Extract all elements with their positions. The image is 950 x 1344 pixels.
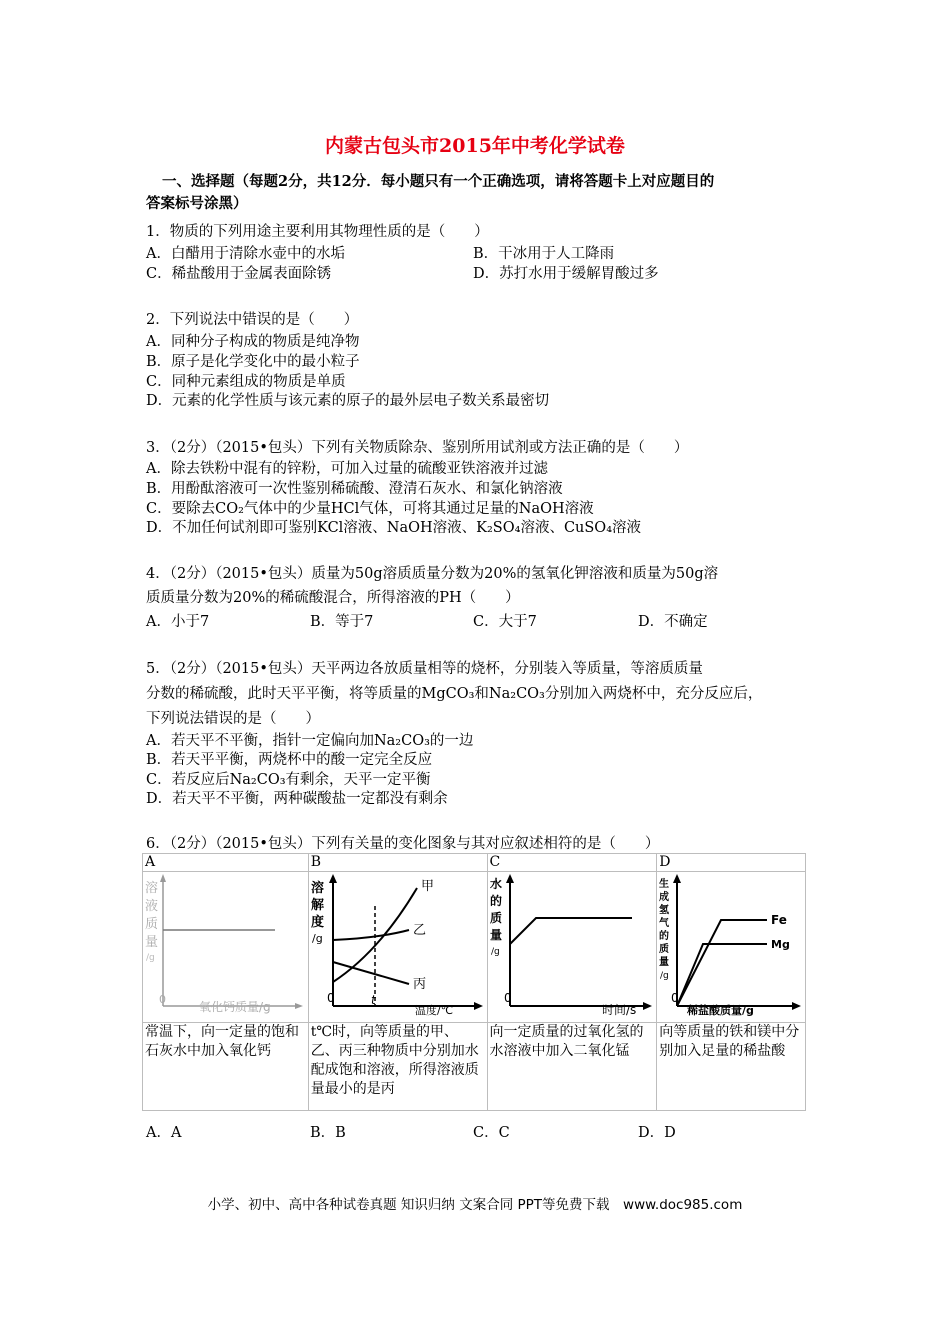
q1-option-a: A．白醋用于清除水壶中的水垢 bbox=[146, 246, 345, 262]
q5-option-c: C．若反应后Na₂CO₃有剩余，天平一定平衡 bbox=[146, 772, 431, 788]
graph-a-xlabel: 氧化钙质量/g bbox=[199, 1000, 271, 1014]
graph-b-ylabel-1: 溶 bbox=[310, 881, 324, 896]
q1-option-b: B．干冰用于人工降雨 bbox=[473, 246, 615, 262]
q6-option-d: D．D bbox=[638, 1125, 676, 1141]
q6-desc-d: 向等质量的铁和镁中分别加入足量的稀盐酸 bbox=[657, 1023, 806, 1111]
q6-graph-table bbox=[142, 853, 806, 1111]
q6-graph-d-cell bbox=[657, 872, 806, 1023]
q6-col-label-d: D bbox=[657, 854, 806, 872]
q5-option-b: B．若天平平衡，两烧杯中的酸一定完全反应 bbox=[146, 752, 433, 768]
q3-option-c: C．要除去CO₂气体中的少量HCl气体，可将其通过足量的NaOH溶液 bbox=[146, 501, 594, 517]
q6-option-a: A．A bbox=[146, 1125, 182, 1141]
graph-b-yunit: /g bbox=[311, 932, 323, 945]
graph-a bbox=[143, 872, 305, 1016]
graph-b-label-bing: 丙 bbox=[412, 977, 426, 992]
graph-b-t: t bbox=[370, 993, 376, 1007]
graph-d-label-mg: Mg bbox=[771, 938, 791, 951]
graph-b-origin: 0 bbox=[326, 991, 335, 1005]
graph-b-label-jia: 甲 bbox=[420, 879, 434, 894]
graph-b-ylabel-3: 度 bbox=[310, 915, 324, 930]
graph-d-ylabel-6: 质 bbox=[659, 944, 670, 955]
q4-stem-line1: 4．（2分）（2015•包头）质量为50g溶质质量分数为20%的氢氧化钾溶液和质量为50g溶 bbox=[146, 566, 719, 582]
graph-a-origin: 0 bbox=[159, 993, 166, 1006]
graph-d-label-fe: Fe bbox=[771, 913, 788, 927]
q3-option-b: B．用酚酞溶液可一次性鉴别稀硫酸、澄清石灰水、和氯化钠溶液 bbox=[146, 481, 563, 497]
q6-graph-a-cell bbox=[143, 872, 309, 1023]
graph-c-ylabel-4: 量 bbox=[489, 928, 502, 942]
q4-option-c: C．大于7 bbox=[473, 614, 537, 630]
q3-stem: 3．（2分）（2015•包头）下列有关物质除杂、鉴别所用试剂或方法正确的是（ ） bbox=[146, 440, 689, 456]
graph-c-ylabel-1: 水 bbox=[489, 877, 502, 891]
q4-stem-line2: 质质量分数为20%的稀硫酸混合，所得溶液的PH（ ） bbox=[146, 590, 520, 606]
q6-desc-c: 向一定质量的过氧化氢的水溶液中加入二氧化锰 bbox=[487, 1023, 657, 1111]
section-heading-line1: 一、选择题（每题2分，共12分．每小题只有一个正确选项，请将答题卡上对应题目的 bbox=[162, 173, 715, 190]
q2-option-d: D．元素的化学性质与该元素的原子的最外层电子数关系最密切 bbox=[146, 393, 550, 409]
q4-option-a: A．小于7 bbox=[146, 614, 210, 630]
q5-stem-line3: 下列说法错误的是（ ） bbox=[146, 711, 320, 727]
graph-a-ylabel-3: 质 bbox=[145, 917, 159, 932]
q5-stem-line1: 5．（2分）（2015•包头）天平两边各放质量相等的烧杯，分别装入等质量，等溶质质量 bbox=[146, 661, 703, 677]
q2-option-c: C．同种元素组成的物质是单质 bbox=[146, 374, 346, 390]
q6-option-c: C．C bbox=[473, 1125, 510, 1141]
q6-col-label-a: A bbox=[143, 854, 309, 872]
q6-stem: 6．（2分）（2015•包头）下列有关量的变化图象与其对应叙述相符的是（ ） bbox=[146, 836, 660, 852]
q4-option-b: B．等于7 bbox=[310, 614, 374, 630]
graph-d bbox=[657, 872, 802, 1016]
q1-stem: 1．物质的下列用途主要利用其物理性质的是（ ） bbox=[146, 224, 489, 240]
graph-a-yunit: /g bbox=[146, 953, 155, 963]
graph-c-origin: 0 bbox=[503, 991, 512, 1005]
q6-desc-b: t℃时，向等质量的甲、乙、丙三种物质中分别加水配成饱和溶液，所得溶液质量最小的是丙 bbox=[308, 1023, 487, 1111]
graph-c-ylabel-3: 质 bbox=[489, 911, 502, 925]
graph-b-label-yi: 乙 bbox=[412, 923, 426, 938]
q6-option-b: B．B bbox=[310, 1125, 346, 1141]
graph-d-ylabel-3: 氢 bbox=[659, 905, 670, 916]
page-title: 内蒙古包头市2015年中考化学试卷 bbox=[325, 135, 625, 157]
graph-a-ylabel-4: 量 bbox=[145, 935, 159, 950]
graph-d-yunit: /g bbox=[660, 971, 669, 981]
q2-option-a: A．同种分子构成的物质是纯净物 bbox=[146, 334, 360, 350]
graph-b bbox=[309, 872, 484, 1016]
graph-b-xlabel: 温度/℃ bbox=[414, 1004, 453, 1016]
q5-stem-line2: 分数的稀硫酸，此时天平平衡，将等质量的MgCO₃和Na₂CO₃分别加入两烧杯中，充分反应后， bbox=[146, 686, 763, 702]
q5-option-a: A．若天平不平衡，指针一定偏向加Na₂CO₃的一边 bbox=[146, 733, 474, 749]
q3-option-a: A．除去铁粉中混有的锌粉，可加入过量的硫酸亚铁溶液并过滤 bbox=[146, 461, 548, 477]
graph-a-ylabel-2: 液 bbox=[145, 899, 159, 914]
graph-c-yunit: /g bbox=[490, 947, 500, 957]
q2-stem: 2．下列说法中错误的是（ ） bbox=[146, 312, 359, 328]
q5-option-d: D．若天平不平衡，两种碳酸盐一定都没有剩余 bbox=[146, 791, 448, 807]
q4-option-d: D．不确定 bbox=[638, 614, 708, 630]
q6-graph-c-cell bbox=[487, 872, 657, 1023]
graph-d-ylabel-7: 量 bbox=[659, 957, 670, 968]
graph-c bbox=[488, 872, 654, 1016]
graph-a-ylabel-1: 溶 bbox=[145, 881, 159, 896]
graph-d-origin: 0 bbox=[671, 991, 679, 1005]
graph-d-ylabel-5: 的 bbox=[659, 931, 670, 942]
footer-link[interactable]: 小学、初中、高中各种试卷真题 知识归纳 文案合同 PPT等免费下载 www.doc985.com bbox=[207, 1197, 743, 1213]
section-heading-line2: 答案标号涂黑） bbox=[146, 195, 248, 212]
graph-d-ylabel-1: 生 bbox=[659, 879, 670, 890]
q6-col-label-c: C bbox=[487, 854, 657, 872]
q6-graph-b-cell bbox=[308, 872, 487, 1023]
graph-c-xlabel: 时间/s bbox=[601, 1003, 636, 1016]
q2-option-b: B．原子是化学变化中的最小粒子 bbox=[146, 354, 360, 370]
graph-c-ylabel-2: 的 bbox=[489, 894, 502, 908]
graph-d-ylabel-4: 气 bbox=[659, 918, 670, 929]
graph-d-ylabel-2: 成 bbox=[659, 892, 670, 903]
q1-option-d: D．苏打水用于缓解胃酸过多 bbox=[473, 266, 659, 282]
q6-col-label-b: B bbox=[308, 854, 487, 872]
q1-option-c: C．稀盐酸用于金属表面除锈 bbox=[146, 266, 332, 282]
q6-desc-a: 常温下，向一定量的饱和石灰水中加入氧化钙 bbox=[143, 1023, 309, 1111]
q3-option-d: D．不加任何试剂即可鉴别KCl溶液、NaOH溶液、K₂SO₄溶液、CuSO₄溶液 bbox=[146, 520, 642, 536]
graph-b-ylabel-2: 解 bbox=[310, 898, 324, 913]
graph-d-xlabel: 稀盐酸质量/g bbox=[687, 1004, 755, 1016]
